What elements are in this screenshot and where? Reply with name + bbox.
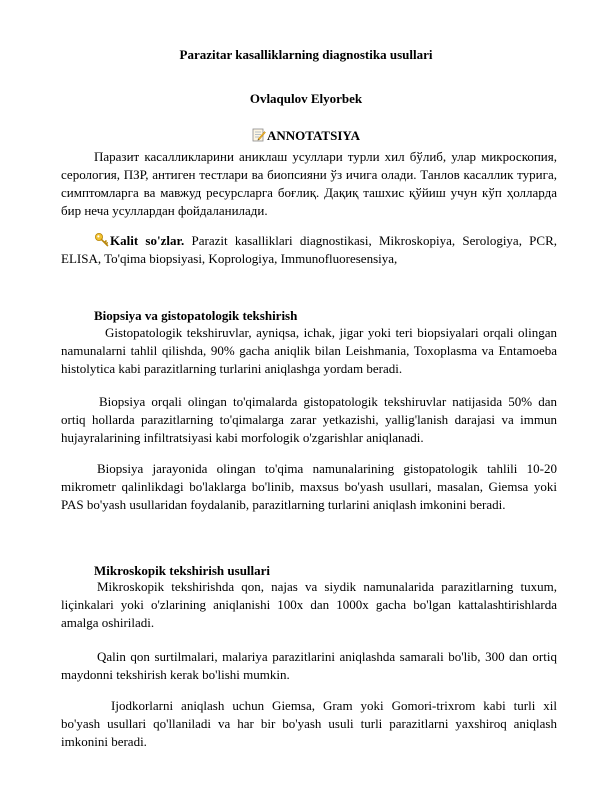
annotation-heading-text: ANNOTATSIYA [267, 128, 360, 143]
keywords-text: Parazit kasalliklari diagnostikasi, Mikroskopiya, Serologiya, PCR, ELISA, To'qima biopsiyasi, Koprologiya, Immunofluoresensiya, [61, 233, 558, 266]
microscopy-paragraph-3: Ijodkorlarni aniqlash uchun Giemsa, Gram yoki Gomori-trixrom kabi turli xil bo'yash usullari qo'llaniladi va har bir bo'yash usuli turli parazitlarni yaxshiroq aniqlash imkonini beradi. [61, 698, 557, 749]
biopsy-paragraph-3: Biopsiya jarayonida olingan to'qima namunalarining gistopatologik tahlili 10-20 mikrometr qalinlikdagi bo'laklarga bo'linib, maxsus bo'yash usullari, masalan, Giemsa yoki PAS bo'yash usullaridan foydalanib, parazitlarning turlarini aniqlash imkonini beradi. [61, 461, 557, 512]
keywords-label: Kalit so'zlar. [110, 233, 185, 248]
memo-icon [252, 128, 266, 142]
key-icon [94, 232, 109, 247]
section-heading-biopsy: Biopsiya va gistopatologik tekshirish [94, 308, 298, 323]
keywords-paragraph [61, 232, 557, 268]
biopsy-paragraph-1: Gistopatologik tekshiruvlar, ayniqsa, ichak, jigar yoki teri biopsiyalari orqali olingan namunalarni tahlil qilishda, 90% gacha aniqlik bilan Leishmania, Toxoplasma va Entamoeba histolytica kabi parazitlarning turlarini aniqlashga yordam beradi. [61, 325, 557, 376]
annotation-text: Паразит касалликларини аниклаш усуллари турли хил бўлиб, улар микроскопия, серология, ПЗР, антиген тестлари ва биопсияни ўз ичига олади. Танлов касаллик турига, симптомларга ва мавжуд ресурсларга боғлиқ. Дақиқ ташхис қўйиш учун кўп ҳолларда бир неча усуллардан фойдаланилади. [61, 149, 557, 218]
section-heading-microscopy: Mikroskopik tekshirish usullari [94, 563, 271, 578]
author-name: Ovlaqulov Elyorbek [249, 91, 363, 106]
annotation-heading [0, 128, 612, 143]
document-title: Parazitar kasalliklarning diagnostika usullari [179, 47, 433, 62]
biopsy-paragraph-2: Biopsiya orqali olingan to'qimalarda gistopatologik tekshiruvlar natijasida 50% dan ortiq hollarda parazitlarning to'qimalarga zarar yetkazishi, yallig'lanish darajasi va immun hujayralarining infiltratsiyasi kabi morfologik o'zgarishlar aniqlanadi. [61, 394, 557, 445]
microscopy-paragraph-1: Mikroskopik tekshirishda qon, najas va siydik namunalarida parazitlarning tuxum, liçinkalari yoki o'zlarining aniqlanishi 100x dan 1000x gacha bo'lgan kattalashtirishlarda amalga oshiriladi. [61, 579, 557, 630]
microscopy-paragraph-2: Qalin qon surtilmalari, malariya parazitlarini aniqlashda samarali bo'lib, 300 dan ortiq maydonni tekshirish kerak bo'lishi mumkin. [61, 649, 557, 682]
